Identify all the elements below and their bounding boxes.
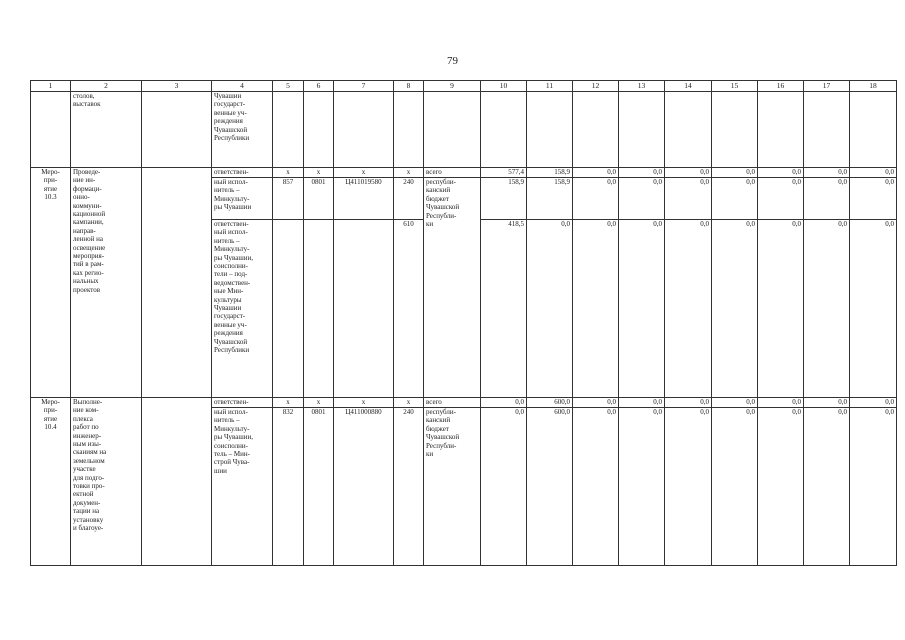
executor-cell: ответствен- — [212, 168, 273, 178]
activity-10-4-description: Выполне- ние ком- плекса работ по инженер- ным изы- сканиям на земельном участке для подго- товки про- ектной докумен- тации на установку и благоуе- — [71, 398, 142, 566]
value-cell: 0,0 — [712, 408, 758, 566]
table-cell: Ц411000880 — [334, 408, 394, 566]
table-cell: 0801 — [304, 408, 334, 566]
table-cell: x — [304, 168, 334, 178]
table-cell: 240 — [394, 178, 424, 220]
value-cell: 0,0 — [481, 398, 527, 408]
table-cell: 610 — [394, 220, 424, 398]
value-cell: 0,0 — [665, 408, 712, 566]
header-cell: 4 — [212, 81, 273, 92]
value-cell: 0,0 — [573, 168, 619, 178]
table-cell — [334, 220, 394, 398]
page-number: 79 — [447, 55, 458, 67]
value-cell: 158,9 — [527, 178, 573, 220]
table-cell: 240 — [394, 408, 424, 566]
header-cell: 10 — [481, 81, 527, 92]
executor-cell: ный испол- нитель – Минкульту- ры Чувашии, соисполни- тель – Мин- строй Чува- шии — [212, 408, 273, 566]
header-cell: 5 — [273, 81, 304, 92]
table-cell: x — [273, 398, 304, 408]
value-cell: 0,0 — [804, 178, 850, 220]
value-cell: 0,0 — [619, 398, 665, 408]
header-cell: 7 — [334, 81, 394, 92]
table-row — [31, 168, 897, 178]
table-cell — [142, 168, 212, 398]
value-cell: 0,0 — [573, 178, 619, 220]
value-cell: 577,4 — [481, 168, 527, 178]
value-cell: 0,0 — [712, 168, 758, 178]
budget-table — [30, 80, 897, 566]
continuation-row — [31, 92, 897, 168]
value-cell: 0,0 — [804, 168, 850, 178]
table-cell: 832 — [273, 408, 304, 566]
table-cell — [142, 92, 212, 168]
value-cell: 0,0 — [758, 408, 804, 566]
table-cell: x — [394, 168, 424, 178]
value-cell: 0,0 — [619, 168, 665, 178]
table-cell: 0801 — [304, 178, 334, 220]
continuation-executor: Чувашии государст- венные уч- реждения Чувашской Республики — [212, 92, 273, 168]
value-cell: 0,0 — [573, 398, 619, 408]
header-cell: 8 — [394, 81, 424, 92]
table-cell: x — [334, 168, 394, 178]
value-cell: 0,0 — [619, 178, 665, 220]
header-cell: 3 — [142, 81, 212, 92]
table-cell: Ц411019580 — [334, 178, 394, 220]
table-cell — [31, 92, 71, 168]
value-cell: 0,0 — [804, 220, 850, 398]
table-cell: всего — [424, 398, 481, 408]
header-cell: 13 — [619, 81, 665, 92]
value-cell: 158,9 — [481, 178, 527, 220]
header-cell: 11 — [527, 81, 573, 92]
value-cell: 0,0 — [758, 168, 804, 178]
header-cell: 1 — [31, 81, 71, 92]
value-cell: 0,0 — [850, 398, 897, 408]
value-cell: 600,0 — [527, 398, 573, 408]
header-cell: 15 — [712, 81, 758, 92]
activity-10-4-name: Меро- при- ятие 10.4 — [31, 398, 71, 566]
header-cell: 17 — [804, 81, 850, 92]
header-cell: 9 — [424, 81, 481, 92]
value-cell: 0,0 — [665, 168, 712, 178]
value-cell: 0,0 — [573, 408, 619, 566]
value-cell: 0,0 — [850, 220, 897, 398]
executor-cell: ный испол- нитель – Минкульту- ры Чувашии — [212, 178, 273, 220]
executor-cell: ответствен- ный испол- нитель – Минкульту- ры Чувашии, соисполни- тели – под- ведомствен- ные Мин- культуры Чувашии государст- венные уч- реждения Чувашской Республики — [212, 220, 273, 398]
table-cell: x — [304, 398, 334, 408]
value-cell: 0,0 — [712, 398, 758, 408]
value-cell: 600,0 — [527, 408, 573, 566]
budget-source-cell: республи- канский бюджет Чувашской Республи- ки — [424, 408, 481, 566]
table-cell: x — [273, 168, 304, 178]
executor-cell: ответствен- — [212, 398, 273, 408]
value-cell: 0,0 — [665, 398, 712, 408]
continuation-description: столов, выставок — [71, 92, 142, 168]
value-cell: 0,0 — [573, 220, 619, 398]
budget-source-cell: республи- канский бюджет Чувашской Республи- ки — [424, 178, 481, 398]
value-cell: 0,0 — [850, 168, 897, 178]
value-cell: 0,0 — [527, 220, 573, 398]
header-cell: 2 — [71, 81, 142, 92]
activity-10-3-description: Проведе- ние ин- формаци- онно- коммуни- кационной кампании, направ- ленной на освещение мероприя- тий в рам- ках регио- нальных проектов — [71, 168, 142, 398]
table-cell — [273, 220, 304, 398]
value-cell: 0,0 — [758, 398, 804, 408]
value-cell: 0,0 — [665, 220, 712, 398]
table-cell — [142, 398, 212, 566]
value-cell: 0,0 — [712, 178, 758, 220]
table-cell: x — [394, 398, 424, 408]
header-cell: 6 — [304, 81, 334, 92]
table-cell: x — [334, 398, 394, 408]
header-cell: 18 — [850, 81, 897, 92]
table-row — [31, 398, 897, 408]
value-cell: 0,0 — [804, 408, 850, 566]
value-cell: 0,0 — [758, 178, 804, 220]
header-cell: 12 — [573, 81, 619, 92]
value-cell: 0,0 — [850, 408, 897, 566]
value-cell: 0,0 — [619, 220, 665, 398]
activity-10-3-name: Меро- при- ятие 10.3 — [31, 168, 71, 398]
value-cell: 418,5 — [481, 220, 527, 398]
header-cell: 16 — [758, 81, 804, 92]
value-cell: 0,0 — [850, 178, 897, 220]
value-cell: 0,0 — [804, 398, 850, 408]
value-cell: 0,0 — [712, 220, 758, 398]
value-cell: 0,0 — [481, 408, 527, 566]
value-cell: 0,0 — [619, 408, 665, 566]
table-cell: 857 — [273, 178, 304, 220]
value-cell: 158,9 — [527, 168, 573, 178]
table-cell — [304, 220, 334, 398]
value-cell: 0,0 — [758, 220, 804, 398]
table-cell: всего — [424, 168, 481, 178]
header-cell: 14 — [665, 81, 712, 92]
header-row — [31, 81, 897, 92]
value-cell: 0,0 — [665, 178, 712, 220]
